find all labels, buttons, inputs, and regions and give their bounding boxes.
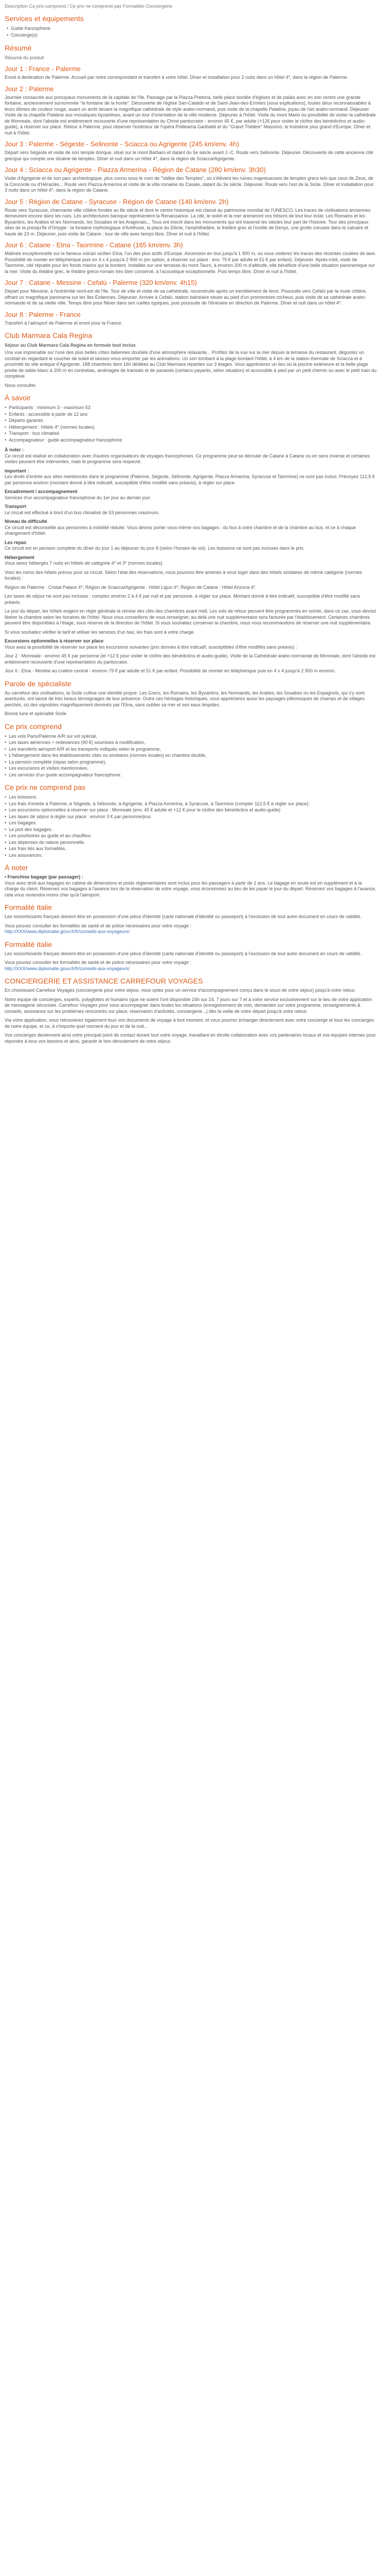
savoir-block [5,504,377,516]
formalite-link[interactable]: http://XXX/www.diplomatie.gouv.fr/fr/conseils-aux-voyageurs/ [5,965,130,971]
block-head: Les repas [5,539,27,545]
savoir-block [5,447,377,465]
day-text: Départ vers Ségeste et visite de son temple dorique, situé sur le mont Barbaro et datant du 5e siècle avant J.-C. Route vers Selinonte. Déjeuner. Découverte de cette ancienne cité grecque qui compte une dizaine de temples. Dîner et nuit dans un hôtel 4*, dans la région de Sciacca/Agrigente. [5,150,373,161]
formalite-text: Les ressortissants français doivent être en possession d'une pièce d'identité (carte nationale d'identité ou passeport) à l'exclusion de tout autre document en cours de validité. [5,951,362,956]
day-title: Jour 6 : Catane - Etna - Taormine - Catane (165 km/env. 3h) [5,241,183,249]
inclus-item: • Les transferts aéroport A/R et les transports indiqués selon le programme, [5,746,377,753]
day-title: Jour 2 : Palerme [5,84,54,93]
block-head: Niveau de difficulté [5,519,47,524]
specialiste-note: Bonne lune et spécialité Sicile [5,711,67,716]
block-text: Ce circuit est déconseillé aux personnes à mobilité réduite. Vous devrez porter vous-même vos bagages : du bus à votre chambre et de la chambre au bus, et ce à chaque changement d'hôtel. [5,524,356,536]
block-text: Services d'un accompagnateur francophone du 1er jour au dernier jour. [5,495,151,500]
exclus-item: • Les pourboires au guide et au chauffeur. [5,833,377,839]
block-head: Transport [5,504,26,509]
conciergerie-text: Via votre application, vous retrouverez également tous vos documents de voyage à tout moment, et vous pourrez échanger directement avec votre concierge et tous les concierges de notre équipe, et ce, à n'importe quel moment du jour et de la nuit... [5,1018,374,1029]
block-text: Les droits d'entrée aux sites mentionnés dans le programme (Palerme, Ségeste, Sélinonte, Agrigente, Piazza Armerina, Syracuse et Taormine) ne sont pas inclus. Prévoyez 112,5 € par personne environ (montant donné à titre indicatif, susceptible d'être modifié sans préavis), à régler sur place. [5,474,375,485]
block-text: Les taxes de séjour ne sont pas incluses : comptez environ 2 à 4 € par nuit et par personne, à régler sur place. Montant donné à titre indicatif, susceptible d'être modifié sans préavis. [5,594,361,605]
block-head: Encadrement / accompagnement [5,489,78,494]
block-head: • Franchise bagage (par passager) : [5,874,84,879]
savoir-item: • Participants : minimum 3 - maximum 53 [5,404,377,411]
day-text: Départ pour Messine, à l'extrémité nord-est de l'île. Tour de ville et visite de sa cathédrale, reconstruite après un tremblement de terre. Poursuite vers Cefalù par la route côtière, offrant un magnifique panorama sur les îles Éoliennes. Déjeuner. Arrivée à Cefalù, station balnéaire située au pied d'un promontoire rocheux, puis visite de sa cathédrale arabo-normande et de sa vieille ville. Temps libre pour flâner dans ses ruelles typiques, puis poursuite de l'itinéraire en direction de Palerme. Dîner et nuit dans un hôtel 4*. [5,289,367,306]
day-text: Visite d'Agrigente et de son parc archéologique, plus connu sous le nom de "Vallée des Temples", où s'élèvent les ruines majestueuses de temples grecs tels que ceux de Zeus, de la Concorde ou d'Héraclès... Route vers Piazza Armerina et visite de la villa romaine du Casale, datant du 3e siècle. Déjeuner. Route vers l'est de la Sicile. Dîner et installation pour 3 nuits dans un hôtel 4*, dans la région de Catane. [5,176,374,193]
formalite-title: Formalité Italie [5,903,52,911]
conciergerie-text: Notre équipe de concierges, experts, polyglottes et humains (que ne soient l'ont disponible 24h sur 24, 7 jours sur 7 et à votre service exclusivement sur le lieu de votre application de messagerie sécurisée. Carrefour Voyages pour vous accompagner dans toutes les situations (enregistrement de vols, demandes sur votre programme, renseignements & conseils, assistance sur les problèmes rencontrés sur place, réservation d'activités, conciergerie...) dès la veille de votre départ jusqu'à votre retour. [5,996,372,1014]
savoir-item: • Départs garantis [5,417,377,424]
block-text: Vous serez hébergés 7 nuits en hôtels de catégorie 4* et 3* (normes locales). [5,561,164,566]
savoir-list [5,404,377,443]
formalite-text2 [5,960,377,972]
day-title: Jour 1 : France - Palerme [5,65,81,73]
day-title: Jour 3 : Palerme - Ségeste - Selinonte - Sciacca ou Agrigente (245 km/env. 4h) [5,140,239,148]
intro-tabs: Description Ca prix comprend / Ce prix ne comprend pas Formalités Conciergerie [5,4,172,9]
exclus-item: • Les excursions optionnelles à réserver sur place : Monreale (env. 45 € adulte et +12 € pour le cloître des bénédictins et audio-guide) [5,807,377,814]
day-text: Matinée exceptionnelle sur le fameux volcan sicilien Etna, l'un des plus actifs d'Europe. Ascension en bus jusqu'à 1 900 m, où vous visiterez les traces des récentes coulées de lave. Possibilité de monter en téléphérique puis en 4 x 4 jusqu'à 2 900 m (en option, à réserver sur place : env. 79 € par adulte et 51 € par enfant). Déjeuner. Après-midi, visite de Taormine, cité réputée pour les fonds marins qui la bordent. Installée sur une terrasse du mont Tauro, à environ 200 m d'altitude, elle bénéficie d'une belle situation panoramique sur la mer. Visite du théâtre grec, le théâtre grèco-romain très bien conservé, à l'acoustique exceptionnelle. Puis temps libre. Dîner et nuit à l'hôtel. [5,251,377,274]
savoir-item: • Accompagnateur : guide accompagnateur francophone [5,437,377,444]
savoir-block [5,489,377,501]
resume-title: Résumé [5,44,32,52]
formalite-text: Les ressortissants français doivent être en possession d'une pièce d'identité (carte nationale d'identité ou passeport) à l'exclusion de tout autre document en cours de validité. [5,914,362,919]
exclus-item: • Les dépenses de nature personnelle. [5,839,377,846]
inclus-list [5,733,377,778]
savoir-block [5,594,377,605]
inclus-item: • L'hébergement dans les établissements cités ou similaires (normes locales) en chambre double, [5,752,377,759]
specialiste-title: Parole de spécialiste [5,679,72,688]
savoir-block [5,630,377,636]
exclus-item: • Les boissons. [5,794,377,801]
club-text: Une vue imprenable sur l'une des plus belles côtes italiennes doublée d'une atmosphère relaxante... Profitez de la vue sur la mer depuis la terrasse du restaurant, dégustez un cocktail en regardant le coucher de soleil et laissez-vous emporter par les animations. Un son tombant à la plage bordant l'hôtel, à 4 km de la station thermale de Sciacca et à proximité du site antique d'Agrigente. 188 chambres dont 160 dédiées au Club Marmara réparties sur 3 étages. Vous apprécierez un lieu où la piscine extérieure et la belle plage privée de sable blanc à 200 m en contrebas, aménagée de transats et de parasols (certains payants, selon situation) et accessible à pied par un petit chemin ou avec le petit train du complexe. [5,350,377,379]
day-text: Transfert à l'aéroport de Palerme et envol pour la France. [5,320,123,326]
day-title: Jour 4 : Sciacca ou Agrigente - Piazza Armerina - Région de Catane (280 km/env. 3h30) [5,166,266,174]
savoir-item: • Transport : bus climatisé [5,430,377,437]
block-text: Voici les noms des hôtels prévus pour ce circuit. Selon l'état des réservations, nous pouvons être amenés à vous loger dans des hôtels similaires de même catégorie (normes locales) : [5,569,362,581]
block-head: Excursions optionnelles à réserver sur place [5,638,104,643]
page [0,0,382,1053]
savoir-block [5,638,377,650]
anoter-title: À noter [5,863,28,872]
block-text: Vous avez la possibilité de réserver sur place les excursions suivantes (prix donnés à titre indicatif, susceptibles d'être modifiés sans préavis) : [5,644,297,650]
day-title: Jour 7 : Catane - Messine - Cefalù - Palerme (320 km/env. 4h15) [5,279,197,286]
block-text: Région de Palerme : Cristal Palace 4*; Région de Sciacca/Agrigente : Hôtel Liguri 4*; Région de Catane : Hôtel Arizona 4*. [5,584,257,590]
block-text: Si vous souhaitez vérifier le tarif et utiliser les services d'un taxi, les frais sont à votre charge. [5,629,195,635]
block-text: Vous avez droit aux bagages en cabine de dimensions et poids réglementaires sont inclus pour les passagers à partir de 2 ans. Le bagage en soute est en supplément et à la charge du client. Réservez vos bagages à l'avance lors de la réservation de votre voyage, vous économisez au lieu de les payer le jour du départ. Réservez vos bagages à l'avance, cela vous reviendra moins cher qu'à l'aéroport. [5,880,376,897]
day-title: Jour 8 : Palerme - France [5,310,81,318]
day-title: Jour 5 : Région de Catane - Syracuse - Région de Catane (140 km/env. 2h) [5,197,229,206]
formalite-text2 [5,923,377,935]
savoir-item: • Hébergement : hôtels 4* (normes locales) [5,424,377,431]
formalite-text2-label: Vous pouvez consulter les formalités de santé et de police nécessaires pour votre voyage : [5,923,191,928]
inclus-item: • Les vols Paris/Palerme A/R sur vol spécial, [5,733,377,740]
block-text: Jour 2 : Monreale - environ 45 € par personne (et +12 € pour visiter le cloître des bénédictins et audio-guide). Visite de la Cathédrale arabo-normande de Monreale, dont l'abside est entièrement recouverte d'une représentation du pantocrator. [5,653,376,665]
block-head: À noter : [5,447,24,452]
block-text: Le circuit est effectué à bord d'un bus climatisé de 53 personnes maximum. [5,510,160,515]
day-text: Journée consacrée aux principaux monuments de la capitale de l'île. Passage par la Piazza Pretoria, belle place bordée d'églises et de palais avec en son centre une grande fontaine, anciennement surnommée "la fontaine de la honte". Découverte de l'église San-Cataldo et de Saint-Jean-des-Ermites (sous explications), toutes deux reconnaissables à leurs dômes de couleur rouge, avant un arrêt devant la magnifique cathédrale de style arabo-normand, puis visite de la chapelle Palatine, joyau de l'art arabo-normand. Déjeuner. Visite de la chapelle Palatine aux mosaïques byzantines, avant un tour d'orientation de la ville moderne. Déjeuner à l'hôtel. Visite du mont Mario ou possibilité de visiter la cathédrale de Monreale, dont l'abside est entièrement recouverte d'une représentation du Christ pantocrator - environ 45 €, par adulte (+12€ pour visiter le cloître des bénédictins et audio-guide), à réserver sur place. Retour à Palerme, pour observer l'extérieur de l'opéra Politeama Garibaldi et du "Grand Théâtre" Massimo, le troisième plus grand d'Europe. Dîner et nuit à l'hôtel. [5,94,376,135]
service-item: • Concierge(s) [7,32,377,39]
club-sub: Séjour au Club Marmara Cala Regina en formule tout inclus [5,343,136,348]
exclus-item: • Les frais d'entrée à Palerme, à Ségeste, à Sélinonte, à Agrigente, à Piazza Armerina, à Syracuse, à Taormine (compter 112,5 € à régler sur place). [5,801,377,807]
inclus-item: • Les excursions et visites mentionnées, [5,765,377,772]
savoir-block [5,668,377,674]
exclus-list [5,794,377,858]
exclus-item: • Les assurances. [5,852,377,859]
savoir-block [5,570,377,582]
savoir-block [5,585,377,591]
savoir-block [5,468,377,486]
inclus-item: • Les services d'un guide accompagnateur francophone. [5,772,377,778]
savoir-block [5,540,377,552]
block-head: Hébergement [5,554,35,560]
day-text: Envol à destination de Palerme. Accueil par notre correspondant et transfert à votre hôtel. Dîner et installation pour 2 nuits dans un hôtel 4*, dans la région de Palerme. [5,75,348,80]
exclus-title: Ce prix ne comprend pas [5,783,86,791]
savoir-block [5,519,377,537]
conciergerie-title: CONCIERGERIE ET ASSISTANCE CARREFOUR VOYAGES [5,977,203,985]
conciergerie-text: En choisissant Carrefour Voyages (conciergerie pour votre séjour, vous optez pour un service d'accompagnement conçu dans le souci de votre séjour) jusqu'à votre retour. [5,988,356,993]
services-list [7,25,377,39]
savoir-block [5,555,377,567]
exclus-item: • Le port des bagages. [5,826,377,833]
block-head: Important : [5,468,29,473]
block-text: Ce circuit est réalisé en collaboration avec d'autres organisateurs de voyages francophones. Ce programme peut se dérouler de Catane à Catane ou en sens inverse et certaines visites peuvent être interverties, mais le programme sera respecté. [5,453,370,464]
block-text: Jour 6 : Etna - Montée au cratère central - environ 79 € par adulte et 51 € par enfant. Possibilité de monter en téléphérique puis en 4 x 4 jusqu'à 2 900 m environ. [5,668,336,673]
savoir-block [5,608,377,626]
club-title: Club Marmara Cala Regina [5,331,92,340]
inclus-item: • Les taxes aériennes + redevances (90 €) soumises à modification, [5,739,377,746]
exclus-item: • Les bagages. [5,820,377,826]
specialiste-text: Au carrefour des civilisations, la Sicile cultive une identité propre. Les Grecs, les Romains, les Byzantins, les Normands, les Arabes, les Souabes ou les Espagnols, qui s'y sont aventurés, ont laissé de très beaux témoignages de leur présence. Outre ces héritages historiques, vous apprécierez aussi les paysages pittoresques de champs et de villages perchés, où des vignobles magnifiquement dominés par l'Etna, sans oublier sa mer et ses eaux limpides. [5,690,365,707]
block-text: Le jour du départ, les hôtels exigent en règle générale la remise des clés des chambres avant midi. Les vols de retour peuvent être programmés en soirée, dans ce cas, vous devrez libérer la chambre selon les horaires de l'hôtel. Nous vous conseillons de vous renseigner, au-delà une nuit supplémentaire sera facturée par l'établissement. Certaines chambres peuvent être disponibles à l'étage, sous réserve de la direction de l'hôtel. Si vous souhaitez conserver la chambre, nous vous recommandons de réserver une nuit supplémentaire. [5,608,377,625]
inclus-item: • La pension complète (repas selon programme), [5,759,377,766]
inclus-title: Ce prix comprend [5,722,62,731]
savoir-item: • Enfants : accessible à partir de 12 ans [5,411,377,418]
service-item: • Guide francophone [7,25,377,32]
savoir-title: À savoir [5,394,31,402]
block-text: Ce circuit est en pension complète du dîner du jour 1 au déjeuner du jour 8 (selon l'horaire de vol). Les boissons ne sont pas incluses dans le prix. [5,546,305,551]
resume-sub: Résumé du produit [5,55,44,60]
formalite-text2-label: Vous pouvez consulter les formalités de santé et de police nécessaires pour votre voyage : [5,960,191,965]
formalite-link[interactable]: http://XXX/www.diplomatie.gouv.fr/fr/conseils-aux-voyageurs/ [5,929,130,934]
club-note: Nous consulter. [5,382,37,388]
day-text: Route vers Syracuse, charmante ville côtière fondée au 8e siècle et dont le centre historique est classé au patrimoine mondial de l'UNESCO. Les traces de civilisations anciennes demeurent encore dans les rues. Les architectures baroque représentent la Renaissance. La cité, le soleil et la mer animeront vos trésors de tout leur éclat. Les Romains et les Byzantins, les Arabes et les Normands, les Souabes et les Aragonais... Tous ont inscrit dans les monuments qui ont traversé les siècles leur part de l'histoire. Tour des principaux sites de la presqu'île d'Ortygie : la fontaine mythologique d'Aréthuse, la place du Dôme, l'amphithéâtre, le théâtre grec et l'oreille de Denys, une grotte creusée dans le calcaire et haute de 23 m. Déjeuner, puis visite de Catane : tour de ville avec temps libre. Dîner et nuit à l'hôtel. [5,207,371,236]
conciergerie-text: Vos concierges deviennent ainsi votre principal point de contact durant tout votre voyage, travaillant en étroite collaboration avec vos partenaires locaux et vos équipes internes pour répondre à tous vos besoins et ainsi, garantir le bon déroulement de votre séjour. [5,1032,376,1044]
exclus-item: • Les taxes de séjour à régler sur place : environ 3 € par personne/jour. [5,814,377,820]
exclus-item: • Les frais liés aux formalités. [5,845,377,852]
formalite-title: Formalité Italie [5,940,52,948]
anoter-block [5,874,377,898]
services-title: Services et équipements [5,14,84,23]
savoir-block [5,653,377,665]
